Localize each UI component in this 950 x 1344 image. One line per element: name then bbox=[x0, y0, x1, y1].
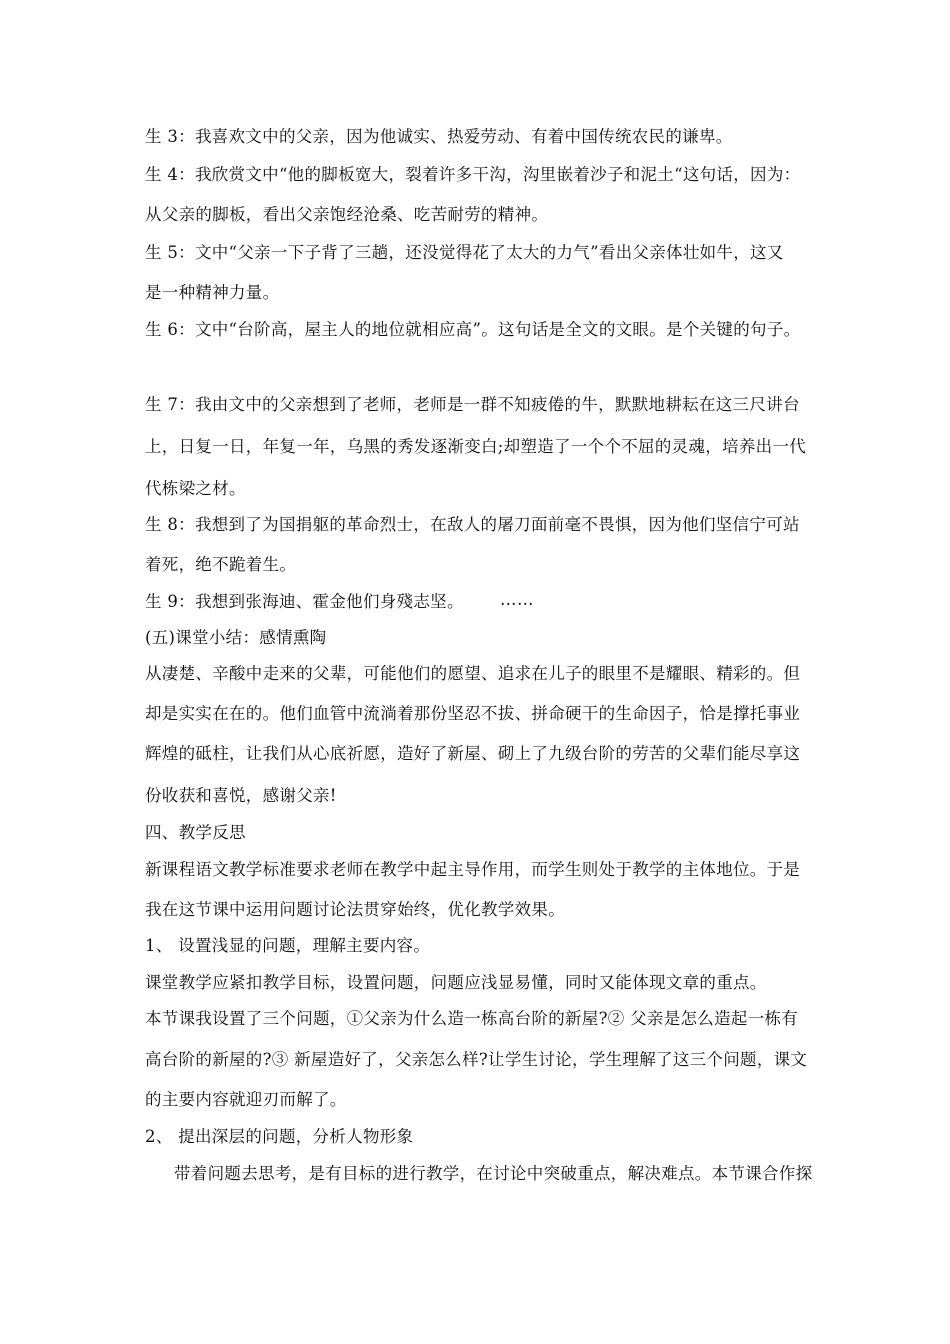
text-line: 新课程语文教学标准要求老师在教学中起主导作用，而学生则处于教学的主体地位。于是 bbox=[145, 860, 801, 879]
text-line: 生 4：我欣赏文中“他的脚板宽大，裂着许多干沟，沟里嵌着沙子和泥土“这句话，因为： bbox=[145, 165, 801, 184]
text-line: 是一种精神力量。 bbox=[145, 283, 280, 302]
section-heading: 四、教学反思 bbox=[145, 823, 246, 842]
text-line: 份收获和喜悦，感谢父亲! bbox=[145, 786, 337, 805]
text-line: 生 6：文中“台阶高，屋主人的地位就相应高”。这句话是全文的文眼。是个关键的句子。 bbox=[145, 320, 801, 339]
text-line: 本节课我设置了三个问题，①父亲为什么造一栋高台阶的新屋?② 父亲是怎么造起一栋有 bbox=[145, 1009, 799, 1028]
text-line: 却是实实在在的。他们血管中流淌着那份坚忍不拔、拼命硬干的生命因子，恰是撑托事业 bbox=[145, 704, 801, 723]
ellipsis: …… bbox=[500, 590, 534, 609]
list-heading: 2、 提出深层的问题，分析人物形象 bbox=[145, 1127, 414, 1146]
text-line: 生 9：我想到张海迪、霍金他们身殘志坚。 bbox=[145, 592, 464, 611]
text-line: 带着问题去思考，是有目标的进行教学，在讨论中突破重点，解决难点。本节课合作探 bbox=[174, 1164, 813, 1183]
text-line: 生 8：我想到了为国捐躯的革命烈士，在敌人的屠刀面前毫不畏惧，因为他们坚信宁可站 bbox=[145, 515, 800, 534]
text-line: 我在这节课中运用问题讨论法贯穿始终，优化教学效果。 bbox=[145, 900, 565, 919]
text-line: 代栋梁之材。 bbox=[145, 479, 246, 498]
text-line: 的主要内容就迎刃而解了。 bbox=[145, 1090, 347, 1109]
text-line: 课堂教学应紧扣教学目标，设置问题，问题应浅显易懂，同时又能体现文章的重点。 bbox=[145, 973, 767, 992]
text-line: 生 5：文中“父亲一下子背了三趟，还没觉得花了太大的力气”看出父亲体壮如牛，这又 bbox=[145, 243, 784, 262]
text-line: 从凄楚、辛酸中走来的父辈，可能他们的愿望、追求在儿子的眼里不是耀眼、精彩的。但 bbox=[145, 664, 801, 683]
text-line: 辉煌的砥柱，让我们从心底祈愿，造好了新屋、砌上了九级台阶的劳苦的父辈们能尽享这 bbox=[145, 744, 801, 763]
section-heading: (五)课堂小结：感情熏陶 bbox=[145, 628, 327, 647]
text-line: 生 7：我由文中的父亲想到了老师，老师是一群不知疲倦的牛，默默地耕耘在这三尺讲台 bbox=[145, 395, 800, 414]
text-line: 从父亲的脚板，看出父亲饱经沧桑、吃苦耐劳的精神。 bbox=[145, 205, 549, 224]
text-line: 高台阶的新屋的?③ 新屋造好了，父亲怎么样?让学生讨论，学生理解了这三个问题，课文 bbox=[145, 1050, 808, 1069]
text-line: 生 3：我喜欢文中的父亲，因为他诚实、热爱劳动、有着中国传统农民的谦卑。 bbox=[145, 127, 733, 146]
list-heading: 1、 设置浅显的问题，理解主要内容。 bbox=[145, 936, 431, 955]
text-line: 上，日复一日，年复一年，乌黑的秀发逐渐变白;却塑造了一个个不屈的灵魂，培养出一代 bbox=[145, 437, 807, 456]
text-line: 着死，绝不跪着生。 bbox=[145, 555, 297, 574]
